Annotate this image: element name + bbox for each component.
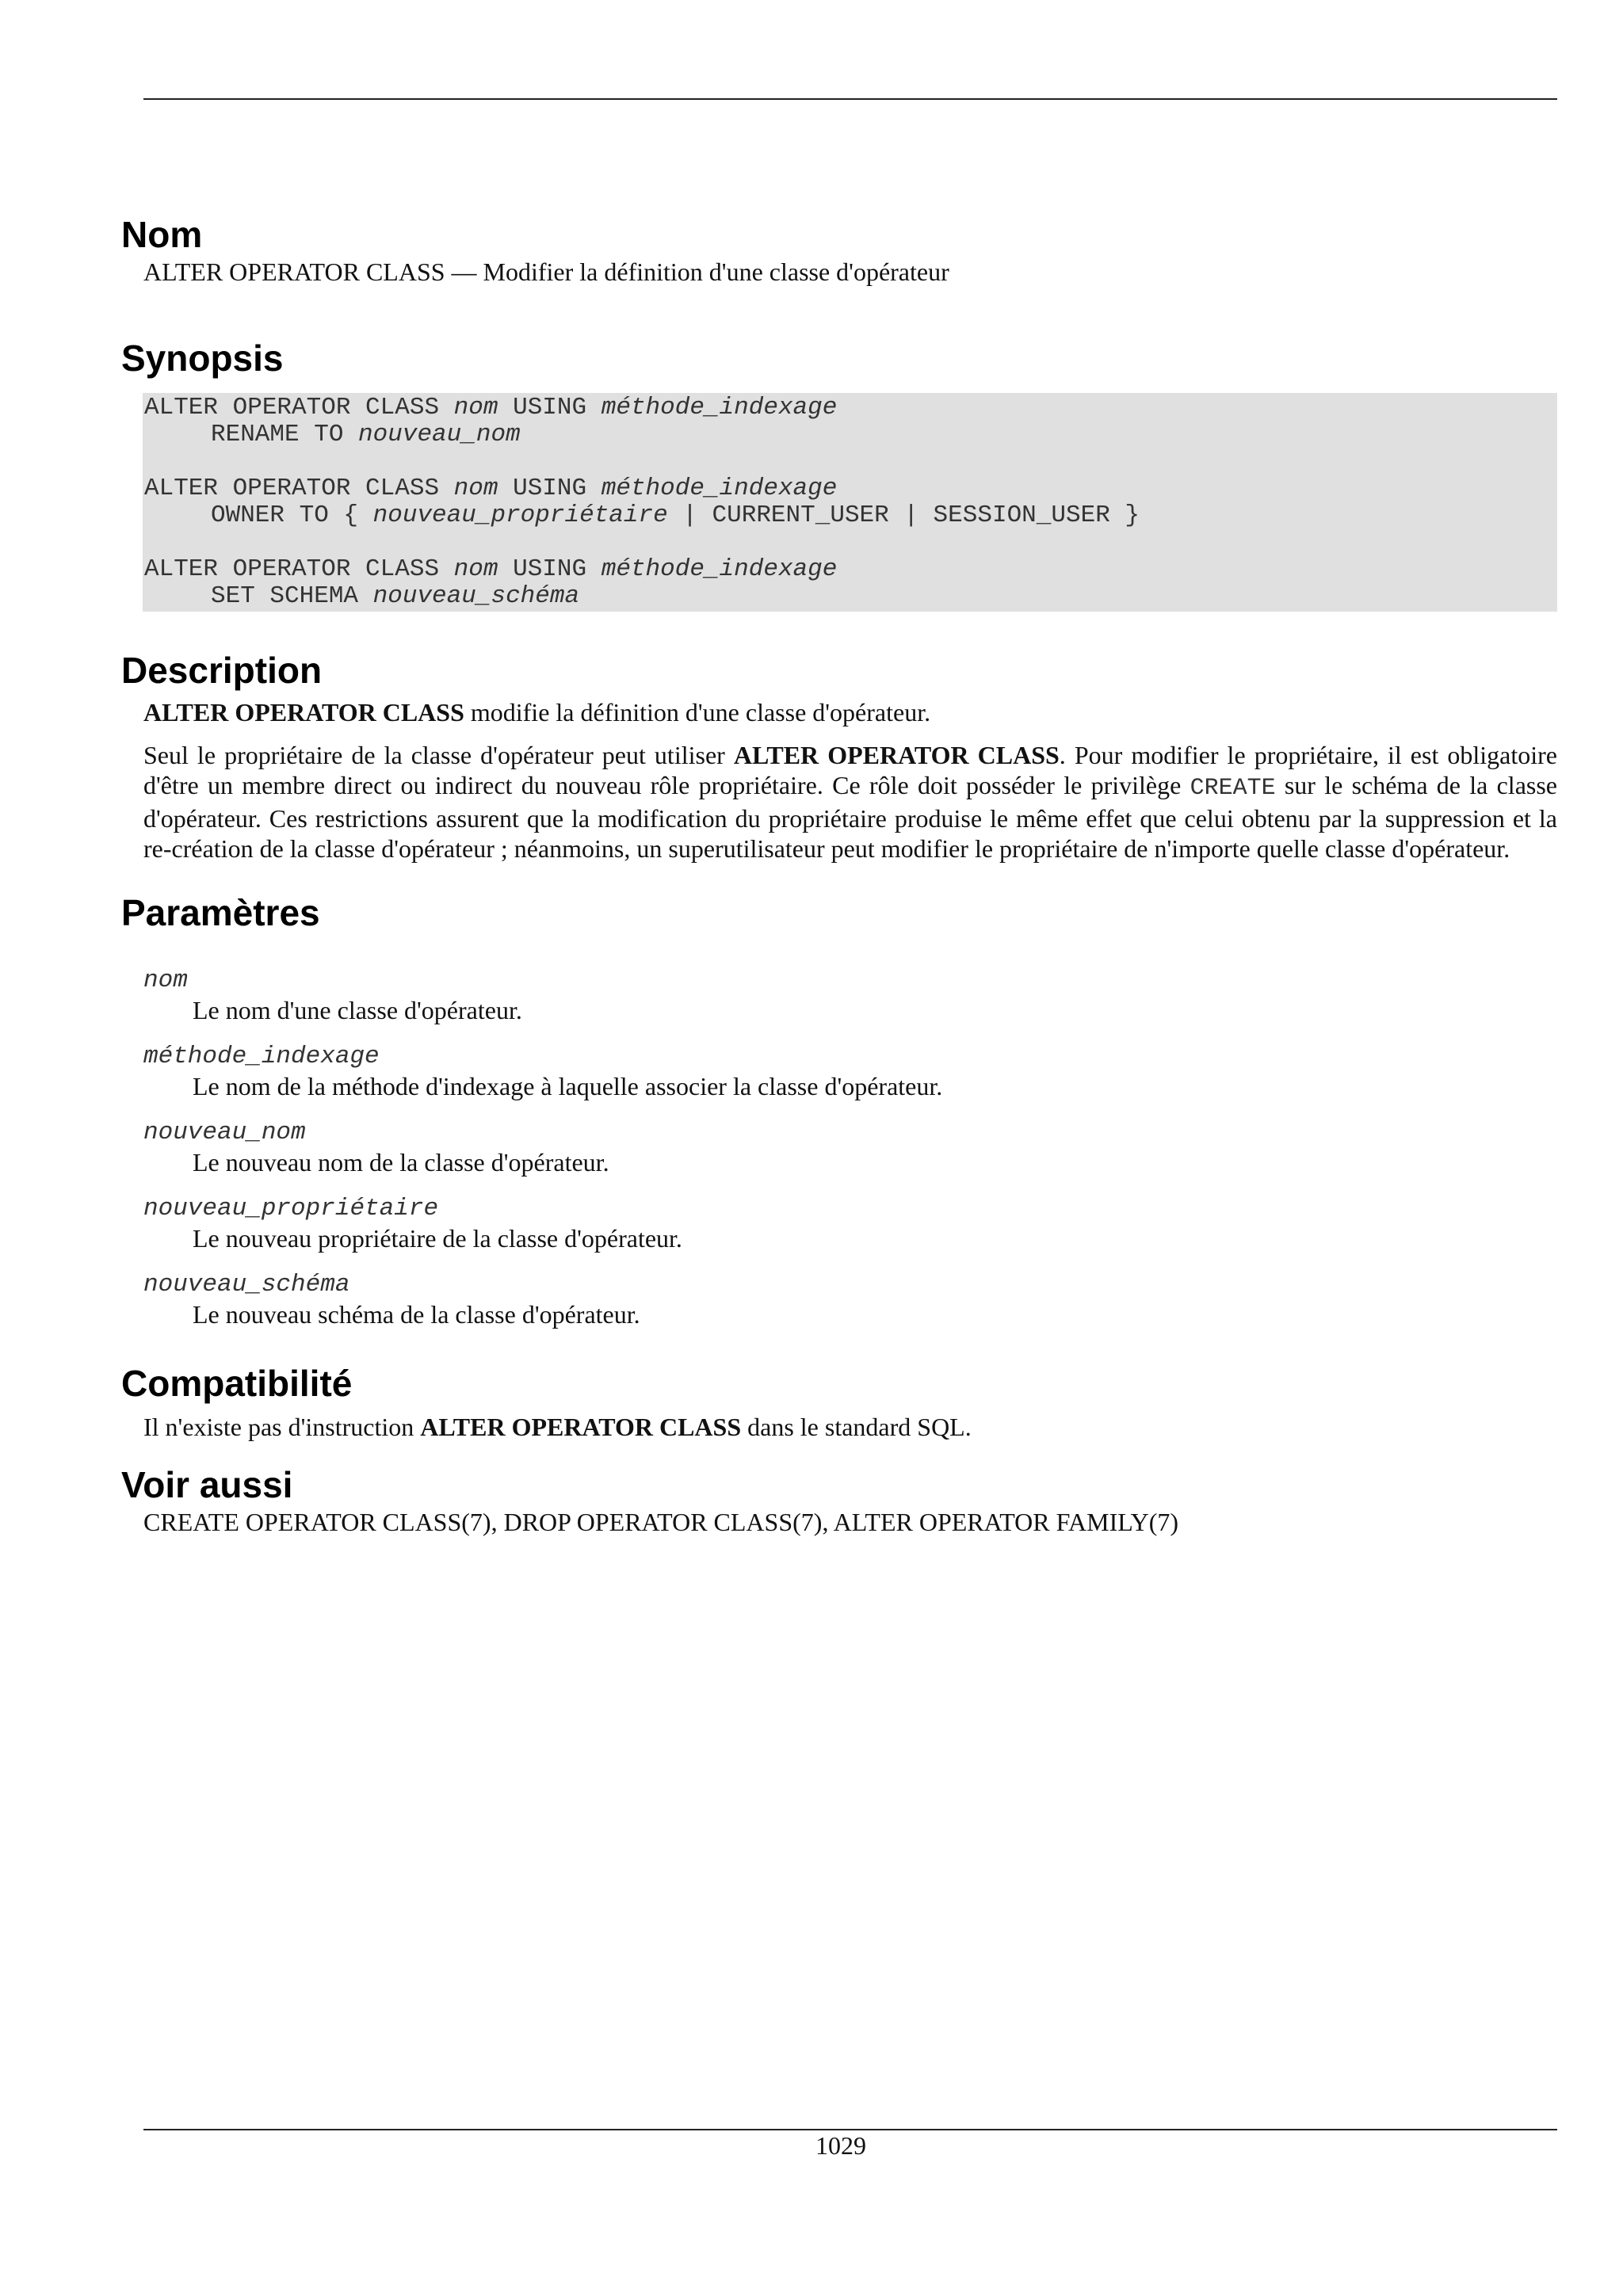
voir-aussi-text: CREATE OPERATOR CLASS(7), DROP OPERATOR CLASS(7), ALTER OPERATOR FAMILY(7) xyxy=(143,1508,1179,1536)
document-body xyxy=(121,212,1557,1537)
parameter-term: nouveau_schéma xyxy=(143,1271,350,1299)
parameter-term: nouveau_propriétaire xyxy=(143,1195,439,1222)
section-synopsis xyxy=(121,336,1557,612)
code-param: nom xyxy=(453,555,498,583)
paragraph-text: Il n'existe pas d'instruction xyxy=(143,1413,421,1441)
section-compatibilite xyxy=(121,1361,1557,1442)
description-heading: Description xyxy=(121,650,323,691)
voir-aussi-heading: Voir aussi xyxy=(121,1464,293,1505)
page-number: 1029 xyxy=(815,2131,866,2160)
compatibilite-text xyxy=(143,1412,1557,1442)
description-paragraph-2 xyxy=(143,740,1557,864)
synopsis-rename xyxy=(144,395,1557,448)
paragraph-text: dans le standard SQL. xyxy=(741,1413,972,1441)
section-voir-aussi xyxy=(121,1463,1557,1537)
code-text: ALTER OPERATOR CLASS xyxy=(144,475,454,502)
code-param: nouveau_schéma xyxy=(372,582,580,610)
code-param: méthode_indexage xyxy=(601,555,838,583)
code-text: ALTER OPERATOR CLASS xyxy=(144,394,454,421)
inline-code: CREATE xyxy=(1190,775,1276,802)
paragraph-text: . Pour modifier le propriétaire, il est obligatoire d'être un membre direct ou indirect du nouveau rôle propriétaire. Ce rôle doit posséder le privilège xyxy=(143,741,1558,799)
synopsis-owner xyxy=(144,475,1557,529)
synopsis-code-block xyxy=(143,393,1557,612)
description-paragraph-1 xyxy=(143,697,1557,727)
command-name: ALTER OPERATOR CLASS xyxy=(420,1413,742,1441)
code-text: OWNER TO { xyxy=(211,502,373,529)
parameter-description: Le nouveau nom de la classe d'opérateur. xyxy=(193,1148,609,1177)
header-rule xyxy=(143,98,1557,100)
synopsis-line xyxy=(144,502,1557,529)
section-parametres xyxy=(121,891,1557,1329)
code-param: nouveau_propriétaire xyxy=(372,502,668,529)
code-param: nom xyxy=(453,475,498,502)
parameter-description: Le nom de la méthode d'indexage à laquelle associer la classe d'opérateur. xyxy=(193,1072,943,1100)
code-text: RENAME TO xyxy=(211,421,359,448)
code-text: USING xyxy=(498,475,601,502)
paragraph-text: Seul le propriétaire de la classe d'opérateur peut utiliser xyxy=(143,741,734,769)
command-name: ALTER OPERATOR CLASS xyxy=(143,698,464,727)
command-name: ALTER OPERATOR CLASS xyxy=(733,741,1060,769)
synopsis-heading: Synopsis xyxy=(121,338,284,379)
synopsis-line xyxy=(144,395,1557,421)
code-param: nouveau_nom xyxy=(358,421,521,448)
parametres-heading: Paramètres xyxy=(121,892,320,933)
parameter-term: méthode_indexage xyxy=(143,1043,380,1070)
synopsis-line xyxy=(144,556,1557,583)
parameter-description: Le nouveau schéma de la classe d'opérateur. xyxy=(193,1300,640,1329)
code-text: ALTER OPERATOR CLASS xyxy=(144,555,454,583)
synopsis-line xyxy=(144,421,1557,448)
section-nom xyxy=(121,212,1557,287)
paragraph-text: sur le schéma de la classe d'opérateur. Ces restrictions assurent que la modification du propriétaire produise le même effet que celui obtenu par la suppression et la re-création de la classe d'opérateur ; néanmoins, un superutilisateur peut modifier le propriétaire de n'importe quelle classe d'opérateur. xyxy=(143,771,1558,863)
code-param: nom xyxy=(453,394,498,421)
code-text: SET SCHEMA xyxy=(211,582,373,610)
code-text: USING xyxy=(498,394,601,421)
parameter-description: Le nom d'une classe d'opérateur. xyxy=(193,996,522,1024)
parameter-term: nouveau_nom xyxy=(143,1119,306,1146)
nom-heading: Nom xyxy=(121,214,203,255)
synopsis-line xyxy=(144,583,1557,610)
footer-rule xyxy=(143,2129,1557,2130)
section-description xyxy=(121,648,1557,864)
nom-text: ALTER OPERATOR CLASS — Modifier la définition d'une classe d'opérateur xyxy=(143,257,949,286)
paragraph-text: modifie la définition d'une classe d'opérateur. xyxy=(464,698,931,727)
code-text: USING xyxy=(498,555,601,583)
code-param: méthode_indexage xyxy=(601,475,838,502)
code-text: | CURRENT_USER | SESSION_USER } xyxy=(667,502,1140,529)
compatibilite-heading: Compatibilité xyxy=(121,1363,353,1404)
parameter-description: Le nouveau propriétaire de la classe d'opérateur. xyxy=(193,1224,682,1253)
parameter-list xyxy=(121,967,1557,1329)
synopsis-line xyxy=(144,475,1557,502)
parameter-term: nom xyxy=(143,967,188,994)
code-param: méthode_indexage xyxy=(601,394,838,421)
synopsis-schema xyxy=(144,556,1557,610)
